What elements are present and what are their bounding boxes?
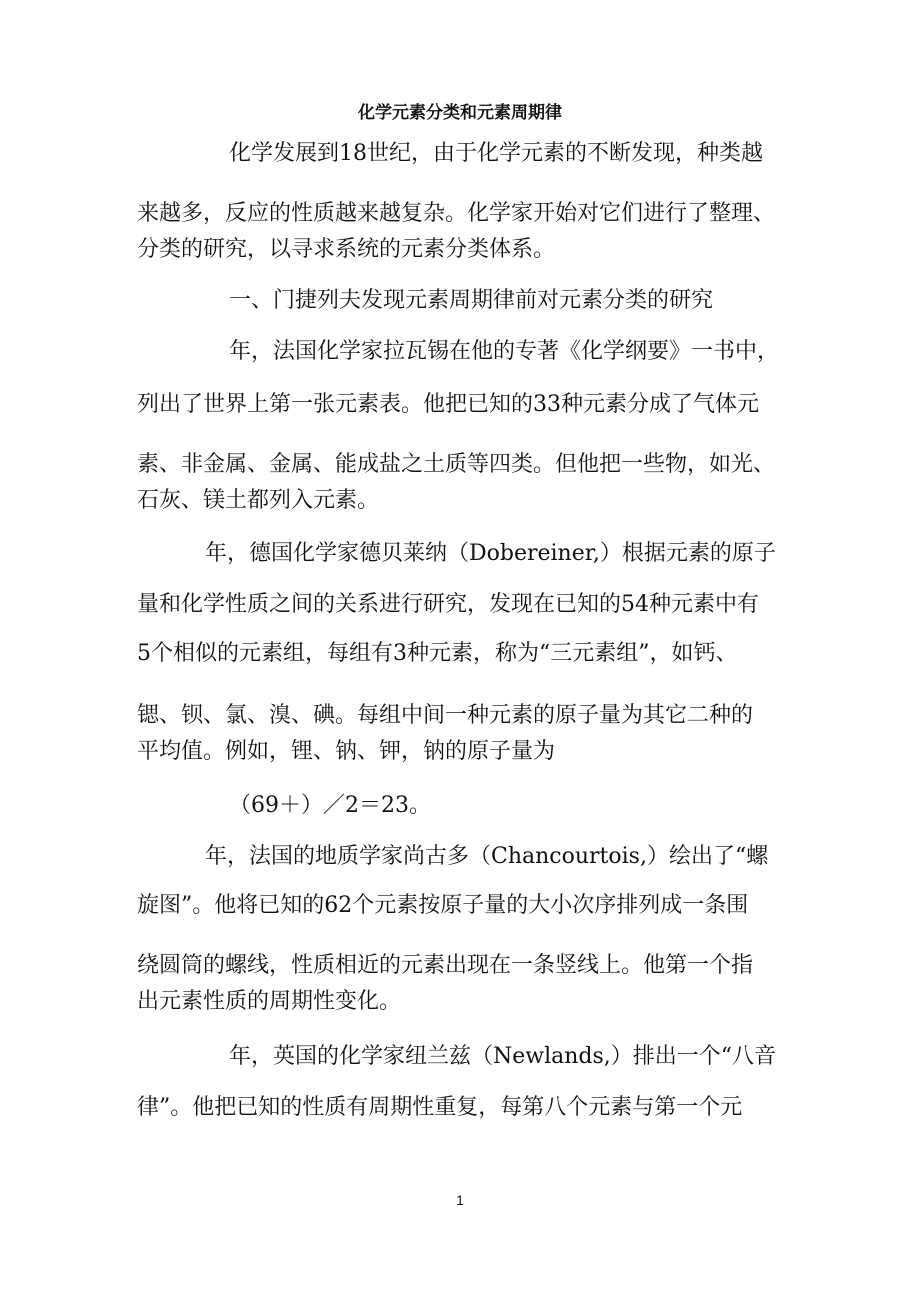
text-line: 年，英国的化学家纽兰兹（Newlands,）排出一个“八音 xyxy=(229,1044,777,1069)
text-line: 来越多，反应的性质越来越复杂。化学家开始对它们进行了整理、 xyxy=(137,201,776,226)
text-line: 石灰、镁土都列入元素。 xyxy=(137,488,380,513)
page-title: 化学元素分类和元素周期律 xyxy=(358,103,562,123)
text-line: 平均值。例如，锂、钠、钾，钠的原子量为 xyxy=(137,739,556,764)
text-line: 出元素性质的周期性变化。 xyxy=(137,989,402,1014)
text-line: 旋图”。他将已知的62个元素按原子量的大小次序排列成一条围 xyxy=(137,893,749,918)
text-line: 5个相似的元素组，每组有3种元素，称为“三元素组”，如钙、 xyxy=(137,641,738,666)
text-line: 绕圆筒的螺线，性质相近的元素出现在一条竖线上。他第一个指 xyxy=(137,953,754,978)
text-line: 素、非金属、金属、能成盐之土质等四类。但他把一些物，如光、 xyxy=(137,452,776,477)
page-number: 1 xyxy=(456,1192,464,1208)
text-line: 分类的研究，以寻求系统的元素分类体系。 xyxy=(137,237,556,262)
formula-line: （69＋）／2＝23。 xyxy=(229,793,431,818)
text-line: 化学发展到18世纪，由于化学元素的不断发现，种类越 xyxy=(229,141,763,166)
text-line: 年，法国的地质学家尚古多（Chancourtois,）绘出了“螺 xyxy=(205,844,769,869)
section-heading: 一、门捷列夫发现元素周期律前对元素分类的研究 xyxy=(229,288,714,313)
text-line: 列出了世界上第一张元素表。他把已知的33种元素分成了气体元 xyxy=(137,392,759,417)
text-line: 量和化学性质之间的关系进行研究，发现在已知的54种元素中有 xyxy=(137,592,759,617)
text-line: 律”。他把已知的性质有周期性重复，每第八个元素与第一个元 xyxy=(137,1095,743,1120)
text-line: 年，德国化学家德贝莱纳（Dobereiner,）根据元素的原子 xyxy=(205,541,776,566)
text-line: 锶、钡、氯、溴、碘。每组中间一种元素的原子量为其它二种的 xyxy=(137,703,754,728)
text-line: 年，法国化学家拉瓦锡在他的专著《化学纲要》一书中， xyxy=(229,339,780,364)
